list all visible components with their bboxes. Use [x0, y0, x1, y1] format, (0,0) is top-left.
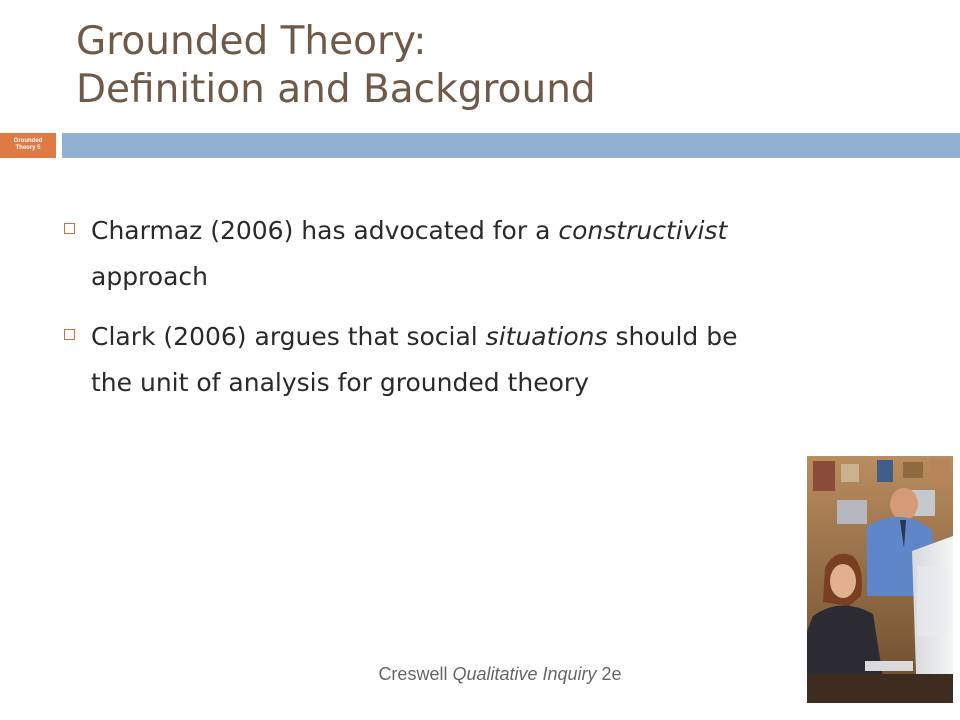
slide-tag-line1: Grounded — [13, 138, 43, 144]
bullet-text-after: should be the unit of analysis for grounded theory — [91, 322, 738, 397]
bullet-text-after: approach — [91, 262, 208, 291]
slide-tag-line2: Theory 5 — [15, 145, 41, 151]
bullet-item — [62, 314, 782, 406]
footer-suffix: 2e — [596, 664, 622, 684]
slide-title-line2: Definition and Background — [76, 67, 596, 112]
footer-prefix: Creswell — [378, 664, 453, 684]
footer-book-title: Qualitative Inquiry — [452, 664, 597, 684]
bullet-text-before: Clark (2006) argues that social — [91, 322, 486, 351]
slide-title-line1: Grounded Theory: — [76, 19, 427, 64]
square-bullet-icon — [64, 329, 75, 340]
bullet-text-emphasis: situations — [485, 322, 608, 351]
slide-footer — [0, 664, 960, 685]
slide-number-tag — [0, 133, 56, 158]
bullet-list — [62, 208, 782, 420]
slide-title — [76, 18, 936, 114]
bullet-text-before: Charmaz (2006) has advocated for a — [91, 216, 559, 245]
bullet-item — [62, 208, 782, 300]
square-bullet-icon — [64, 223, 75, 234]
bullet-text-emphasis: constructivist — [558, 216, 728, 245]
title-underline-bar — [62, 133, 960, 158]
